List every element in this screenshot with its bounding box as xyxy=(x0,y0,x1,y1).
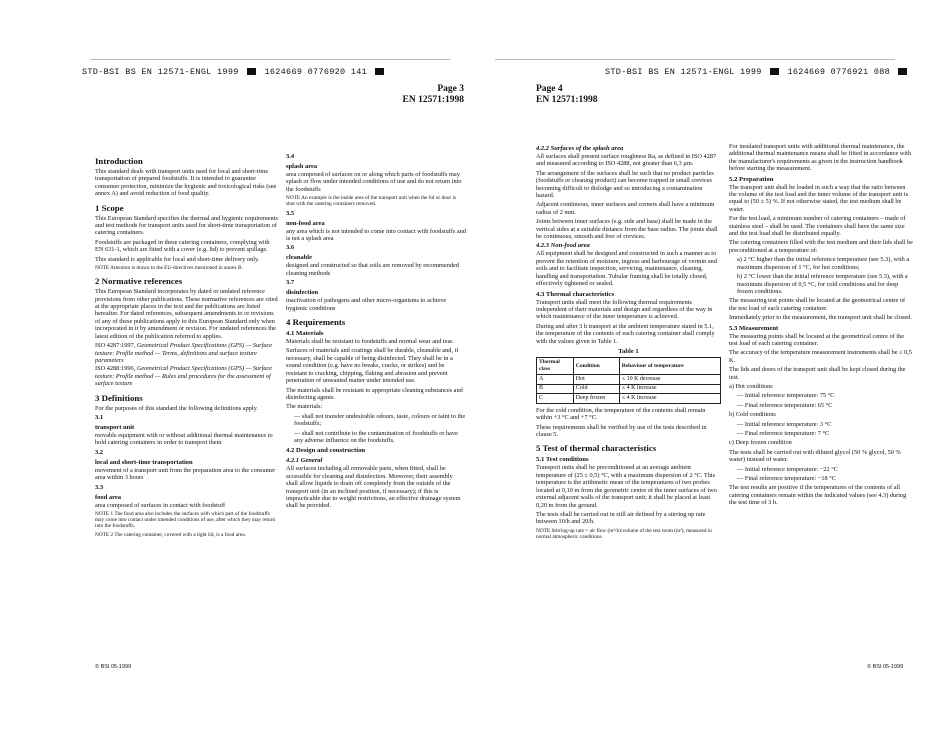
paragraph: For insulated transport units with additional thermal maintenance, the additional thermal maintenance means shall be fitted in accordance with the manufacturer's requirements as given in the instruction handbook before starting the measurement. xyxy=(729,143,912,173)
definition-text: any area which is not intended to come into contact with foodstuffs and is not a splash area xyxy=(286,227,466,243)
paragraph: Immediately prior to the measurement, the transport unit shall be closed. xyxy=(729,314,912,322)
definition-text: area composed of surfaces in contact with foodstuff xyxy=(95,501,226,509)
definition-term: non-food area xyxy=(286,219,325,227)
note: NOTE 1 The food area also includes the surfaces with which part of the foodstuffs may come into contact under intended conditions of use, after which they may return into the foodstuffs. xyxy=(95,510,276,530)
page-3-footer: © BSI 05-1999 xyxy=(95,664,132,670)
paragraph: For the purposes of this standard the following definitions apply. xyxy=(95,404,258,412)
definition-term: cleanable xyxy=(286,254,312,262)
paragraph: The materials: xyxy=(286,403,323,411)
page-4-column-1 xyxy=(536,143,721,542)
definition-number: 3.3 xyxy=(95,483,104,491)
clause-heading: 4.2.2 Surfaces of the splash area xyxy=(536,145,624,152)
page-3-column-2 xyxy=(286,151,466,512)
paragraph: Surfaces of materials and coatings shall be durable, cleanable and, if necessary, shall be capable of being disinfected. They shall be in a sound condition (e.g. have no breaks, cracks, or strikes) and be resistant to cracking, chipping, flaking and abrasion and prevent penetration of unwanted matter under intended use. xyxy=(286,347,459,385)
paragraph: The measuring points shall be located at the geometrical centre of the test load of each catering container. xyxy=(729,332,905,347)
paragraph: Foodstuffs are packaged in these catering containers, complying with EN 631-1, which are fitted with a cover (e.g. lid) to prevent spillage. xyxy=(95,238,270,254)
list-item: b) 2 °C lower than the initial reference temperature (see 5.3), with a maximum dispersion of 0,5 °C, for cold conditions and for deep frozen conditions. xyxy=(737,273,908,295)
dash-item: — Initial reference temperature: −22 °C xyxy=(737,465,839,473)
definition-term: food area xyxy=(95,493,122,501)
definition-term: splash area xyxy=(286,163,318,170)
table-header-row xyxy=(537,358,721,375)
subsection-heading: 5.2 Preparation xyxy=(729,175,774,183)
header-bar-mark xyxy=(247,68,256,75)
std-header-code: 1624669 0776921 088 xyxy=(787,67,891,77)
std-header-ref: STD-BSI BS EN 12571-ENGL 1999 xyxy=(605,67,762,77)
section-heading: 3 Definitions xyxy=(95,392,143,403)
page-4 xyxy=(475,0,950,735)
reference-entry: ISO 4288:1996, Geometrical Product Specifications (GPS) — Surface texture: Profile method — Rules and procedures for the assessment of surface texture xyxy=(95,365,273,388)
std-header-ref: STD-BSI BS EN 12571-ENGL 1999 xyxy=(82,67,239,77)
page-number: Page 4 xyxy=(536,84,563,94)
paragraph: For the cold condition, the temperature of the contents shall remain within +3 °C and +7 °C. xyxy=(536,406,706,422)
table-cell: ≤ 4 K increase xyxy=(619,384,720,394)
definition-text: movable equipment with or without additional thermal maintenance to hold catering containers in order to transport them xyxy=(95,431,273,447)
definition-text: movement of a transport unit from the preparation area to the consumer area within 3 hours xyxy=(95,466,276,482)
paragraph: Joints between inner surfaces (e.g. side and base) shall be made in the vertical sides at a suitable distance from the base radius. The joints shall be continuous, smooth and free of crevices. xyxy=(536,218,718,241)
page-3-heading xyxy=(402,84,464,106)
table-row xyxy=(537,375,721,385)
paragraph: All surfaces including all removable parts, when fitted, shall be accessible for cleaning and disinfection. Moreover, their assembly shall allow liquids to drain off completely from the outside of the transport unit (in an inclined position, if necessary); if this is impracticable due to weight restrictions, an effective drainage system shall be provided. xyxy=(286,465,461,510)
header-bar-mark xyxy=(375,68,384,75)
dash-item: — Final reference temperature: 65 °C xyxy=(737,401,833,409)
table-cell: C xyxy=(537,394,574,404)
list-item: a) 2 °C higher than the initial reference temperature (see 5.3), with a maximum dispersion of 1 °C, for hot conditions; xyxy=(737,256,910,271)
dash-item: — Initial reference temperature: 3 °C xyxy=(737,420,832,428)
table-cell: ≤ 4 K increase xyxy=(619,394,720,404)
paragraph: The accuracy of the temperature measurement instruments shall be ≤ 0,5 K. xyxy=(729,349,913,364)
paragraph: The tests shall be carried out with diluted glycol (50 % glycol, 50 % water) instead of water. xyxy=(729,448,901,464)
top-rule xyxy=(495,59,895,60)
page-3-std-header xyxy=(82,67,387,77)
definition-text: area composed of surfaces on or along which parts of foodstuffs may splash or flow under intended conditions of use and do not return into the foodstuffs xyxy=(286,171,462,193)
paragraph: This standard is applicable for local and short-time delivery only. xyxy=(95,255,260,263)
list-item: c) Deep frozen condition xyxy=(729,439,792,447)
paragraph: The measuring test points shall be located at the geometrical centre of the test load of each catering container. xyxy=(729,297,906,312)
table-cell: ≤ 10 K decrease xyxy=(619,375,720,385)
dash-item: — Final reference temperature: −18 °C xyxy=(737,475,836,483)
table-header-cell: Thermal class xyxy=(537,358,574,375)
definition-number: 3.2 xyxy=(95,448,104,456)
paragraph: The arrangement of the surfaces shall be such that no product particles (foodstuffs or cleaning product) can become trapped in small crevices becoming difficult to dislodge and so introducing a contamination hazard. xyxy=(536,169,714,200)
section-heading: 2 Normative references xyxy=(95,276,183,287)
definition-number: 3.7 xyxy=(286,279,295,287)
list-item: a) Hot conditions xyxy=(729,382,773,390)
section-heading: Introduction xyxy=(95,156,143,166)
standard-number: EN 12571:1998 xyxy=(402,95,464,105)
paragraph: For the test load, a minimum number of catering containers – made of stainless steel – shall be used. The containers shall have the same size and the test load shall be distributed equally. xyxy=(729,215,906,238)
definition-number: 3.5 xyxy=(286,209,295,217)
table-cell: B xyxy=(537,384,574,394)
definition-term: local and short-time transportation xyxy=(95,458,193,466)
note: NOTE 2 The catering container, covered with a tight lid, is a food area. xyxy=(95,531,246,538)
note: NOTE Stirring-up rate = air flow (m³/h)/volume of the test room (m³), measured in normal atmospheric conditions. xyxy=(536,527,712,540)
definition-number: 3.4 xyxy=(286,153,295,160)
std-header-code: 1624669 0776920 141 xyxy=(264,67,368,77)
list-item: b) Cold conditions xyxy=(729,411,776,419)
section-heading: 4 Requirements xyxy=(286,317,346,328)
paragraph: The lids and doors of the transport unit shall be kept closed during the test. xyxy=(729,366,906,381)
section-heading: 5 Test of thermal characteristics xyxy=(536,443,657,454)
header-bar-mark xyxy=(770,68,779,75)
table-row xyxy=(537,394,721,404)
paragraph: The tests shall be carried out in still air defined by a stirring up rate between 10/h and 20/h. xyxy=(536,510,706,526)
page-number: Page 3 xyxy=(437,84,464,94)
page-3-column-1 xyxy=(95,151,278,540)
table-header-cell: Behaviour of temperature xyxy=(619,358,720,375)
clause-heading: 4.2.3 Non-food area xyxy=(536,242,590,250)
section-heading: 1 Scope xyxy=(95,202,124,213)
clause-heading: 4.2.1 General xyxy=(286,457,323,465)
paragraph: All equipment shall be designed and constructed in such a manner as to prevent the retention of moisture, ingress and harbourage of vermin and soils and to facilitate inspection, servicing, maintenance, cleaning, handling and transportation. Tubular framing shall be totally closed, effectively tightened or sealed. xyxy=(536,250,717,288)
paragraph: During and after 3 h transport at the ambient temperature stated in 5.1, the temperature of the contents of each catering container shall comply with the values given in Table 1. xyxy=(536,322,715,345)
definition-text: inactivation of pathogens and other micro-organisms to achieve hygienic conditions xyxy=(286,297,447,312)
definition-number: 3.1 xyxy=(95,413,104,421)
paragraph: The transport unit shall be loaded in such a way that the ratio between the volume of the test load and the inner volume of the transport unit is equal to (50 ± 5) %. If not otherwise stated, the test medium shall be water. xyxy=(729,183,909,213)
top-rule xyxy=(90,59,450,60)
paragraph: Transport units shall be preconditioned at an average ambient temperature of (25 ± 0,5) °C, with a maximum dispersion of 2 °C. This temperature is the arithmetic mean of the temperatures of two probes located at 0,10 m from the geometric centre of the inner surfaces of two external adjacent walls of the transport unit; it shall be placed at least 0,20 m from the ground. xyxy=(536,464,717,509)
paragraph: This European Standard specifies the thermal and hygienic requirements and test methods for transport units used for short-time transportation of catering containers. xyxy=(95,214,278,237)
definition-text: designed and constructed so that soils are removed by recommended cleaning methods xyxy=(286,262,459,277)
dash-item: — Initial reference temperature: 75 °C xyxy=(737,392,835,400)
paragraph: Transport units shall meet the following thermal requirements independent of their materials and design and regardless of the way in which maintenance of the inner temperature is achieved. xyxy=(536,298,713,321)
standard-number: EN 12571:1998 xyxy=(536,95,598,105)
subsection-heading: 4.2 Design and construction xyxy=(286,447,366,455)
paragraph: All surfaces shall present surface roughness Ra, as defined in ISO 4287 and measured according to ISO 4288, not greater than 6,3 µm. xyxy=(536,153,717,168)
paragraph: The test results are positive if the temperatures of the contents of all catering containers remain within the indicated values (see 4.3) during the test time of 3 h. xyxy=(729,484,907,507)
paragraph: The catering containers filled with the test medium and their lids shall be preconditioned at a temperature of: xyxy=(729,239,913,254)
table-cell: Cold xyxy=(573,384,619,394)
table-cell: Deep frozen xyxy=(573,394,619,404)
definition-number: 3.6 xyxy=(286,244,295,252)
header-bar-mark xyxy=(898,68,907,75)
paragraph: Adjacent continuous, inner surfaces and corners shall have a minimum radius of 2 mm. xyxy=(536,201,715,216)
note: NOTE Attention is drawn to the EU-directives mentioned in annex B. xyxy=(95,265,243,272)
paragraph: These requirements shall be verified by use of the tests described in clause 5. xyxy=(536,423,707,439)
paragraph: This European Standard incorporates by dated or undated reference provisions from other publications. These normative references are cited at the appropriate places in the text and the publications are listed hereafter. For dated references, subsequent amendments to or revisions of any of these publications apply to this European Standard only when incorporated in it by amendment or revision. For undated references the latest edition of the publication referred to applies. xyxy=(95,288,278,340)
thermal-class-table xyxy=(536,357,721,404)
table-header-cell: Condition xyxy=(573,358,619,375)
definition-term: transport unit xyxy=(95,423,135,431)
subsection-heading: 5.1 Test conditions xyxy=(536,456,589,464)
table-row xyxy=(537,384,721,394)
table-cell: A xyxy=(537,375,574,385)
page-4-column-2 xyxy=(729,143,913,509)
dash-item: — Final reference temperature: 7 °C xyxy=(737,430,830,437)
reference-entry: ISO 4287:1997, Geometrical Product Specifications (GPS) — Surface texture: Profile method — Terms, definitions and surface texture parameters xyxy=(95,342,273,364)
page-4-std-header xyxy=(605,67,910,77)
definition-term: disinfection xyxy=(286,289,319,297)
paragraph: The materials shall be resistant to appropriate cleaning substances and disinfecting agents. xyxy=(286,386,463,401)
subsection-heading: 4.3 Thermal characteristics xyxy=(536,290,615,298)
dash-item: — shall not transfer undesirable odours, taste, colours or taint to the foodstuffs; xyxy=(294,412,466,428)
paragraph: Materials shall be resistant to foodstuffs and normal wear and tear. xyxy=(286,338,454,346)
paragraph: This standard deals with transport units used for local and short-time transportation of prepared foodstuffs. It is intended to guarantee consumer protection, minimize the hygienic and toxicological risks (see annex A) and avoid reduction of food quality. xyxy=(95,168,277,198)
table-cell: Hot xyxy=(573,375,619,385)
dash-item: — shall not contribute to the contamination of foodstuffs or have any adverse influence on the foodstuffs. xyxy=(294,429,458,444)
note: NOTE An example is the inside area of the transport unit when the lid or door is shut with the catering containers removed. xyxy=(286,195,457,208)
page-4-footer: © BSI 05-1999 xyxy=(867,664,904,670)
subsection-heading: 4.1 Materials xyxy=(286,330,324,338)
table-caption: Table 1 xyxy=(618,347,639,355)
subsection-heading: 5.3 Measurement xyxy=(729,324,779,332)
page-4-heading xyxy=(536,84,598,106)
